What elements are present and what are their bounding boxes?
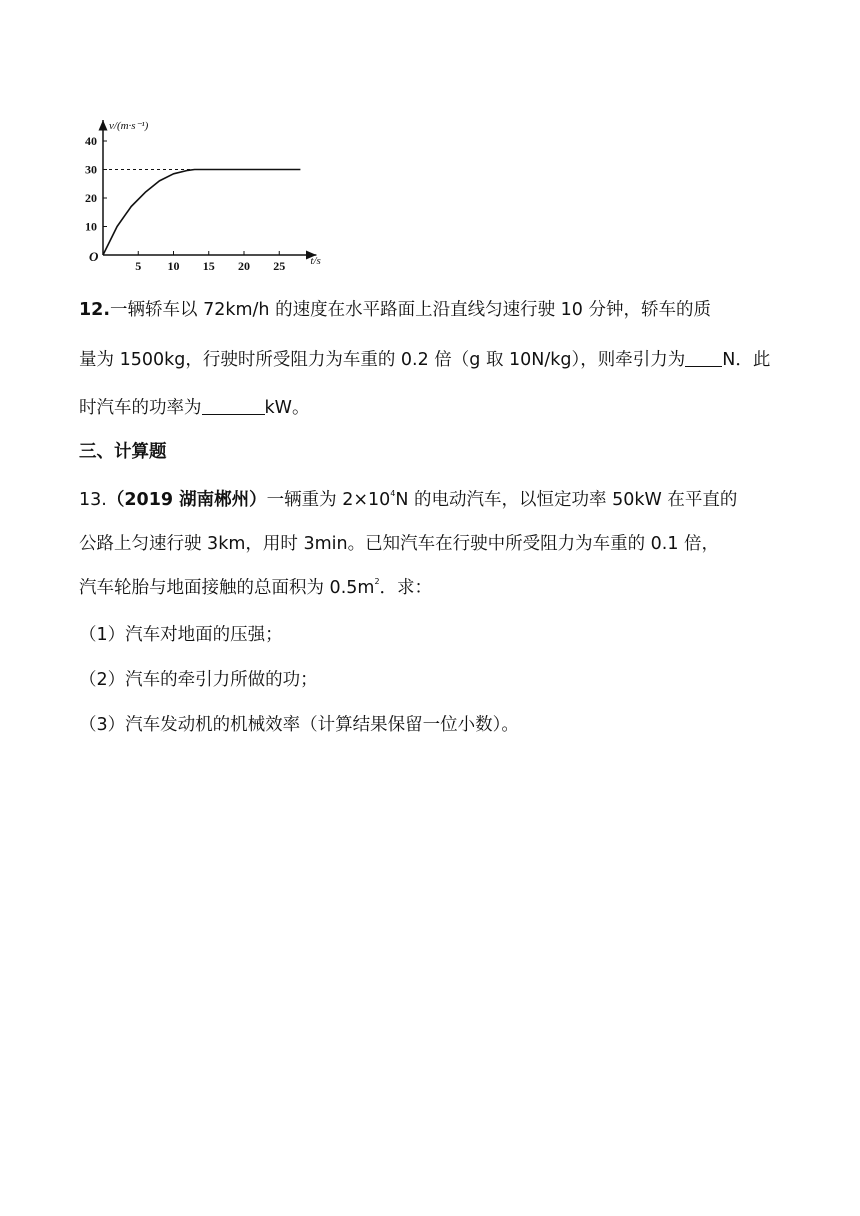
q13-source: （2019 湖南郴州）: [106, 490, 267, 510]
q12-text-2b: N．此: [722, 350, 771, 370]
section-title: 三、计算题: [79, 442, 167, 462]
q13-number: 13.: [79, 490, 107, 510]
x-tick-label: 10: [167, 259, 180, 273]
q13-line-1: [79, 486, 737, 511]
q12-line-1: [79, 296, 711, 321]
q13-item-1: （1）汽车对地面的压强；: [79, 625, 283, 645]
q13-line-3: [79, 574, 432, 599]
q12-text-3: 时汽车的功率为: [79, 398, 202, 418]
q12-text-3b: kW。: [264, 398, 310, 418]
x-tick-label: 25: [273, 259, 286, 273]
velocity-curve: [103, 170, 300, 256]
q13-exponent-2: 2: [374, 577, 380, 586]
q13-text-3a: 汽车轮胎与地面接触的总面积为 0.5m: [79, 578, 375, 598]
q13-text-3b: ．求：: [379, 578, 433, 598]
q13-text-1a: 一辆重为 2×10: [266, 490, 391, 510]
y-tick-label: 10: [85, 219, 97, 234]
y-tick-label: 30: [85, 162, 97, 177]
y-tick-label: 20: [85, 191, 97, 205]
x-tick-label: 20: [238, 259, 250, 273]
q12-text-1: 一辆轿车以 72km/h 的速度在水平路面上沿直线匀速行驶 10 分钟，轿车的质: [110, 300, 711, 320]
chart-ticks: [85, 134, 285, 273]
q13-text-1b: N 的电动汽车，以恒定功率 50kW 在平直的: [395, 490, 738, 510]
q12-line-3: [79, 394, 309, 419]
x-tick-label: 5: [135, 259, 142, 273]
q13-item-3: （3）汽车发动机的机械效率（计算结果保留一位小数）。: [79, 715, 519, 735]
y-tick-label: 40: [85, 134, 97, 148]
chart-marks: [103, 170, 300, 256]
traction-force-blank[interactable]: [685, 348, 722, 367]
chart-axes: [89, 120, 321, 267]
q13-exponent-1: 4: [390, 489, 396, 498]
power-blank[interactable]: [202, 396, 265, 415]
q12-line-2: [79, 346, 770, 371]
y-axis-label: v/(m·s⁻¹): [109, 120, 149, 132]
q13-item-2: （2）汽车的牵引力所做的功；: [79, 670, 318, 690]
x-axis-label: t/s: [310, 255, 321, 267]
q13-line-2: 公路上匀速行驶 3km，用时 3min。已知汽车在行驶中所受阻力为车重的 0.1 倍，: [79, 534, 720, 554]
q12-text-2: 量为 1500kg，行驶时所受阻力为车重的 0.2 倍（g 取 10N/kg），则牵引力为: [79, 350, 686, 370]
velocity-time-chart: [72, 110, 332, 275]
x-tick-label: 15: [202, 259, 215, 273]
q12-number: 12.: [79, 300, 111, 320]
origin-label: O: [89, 249, 99, 264]
